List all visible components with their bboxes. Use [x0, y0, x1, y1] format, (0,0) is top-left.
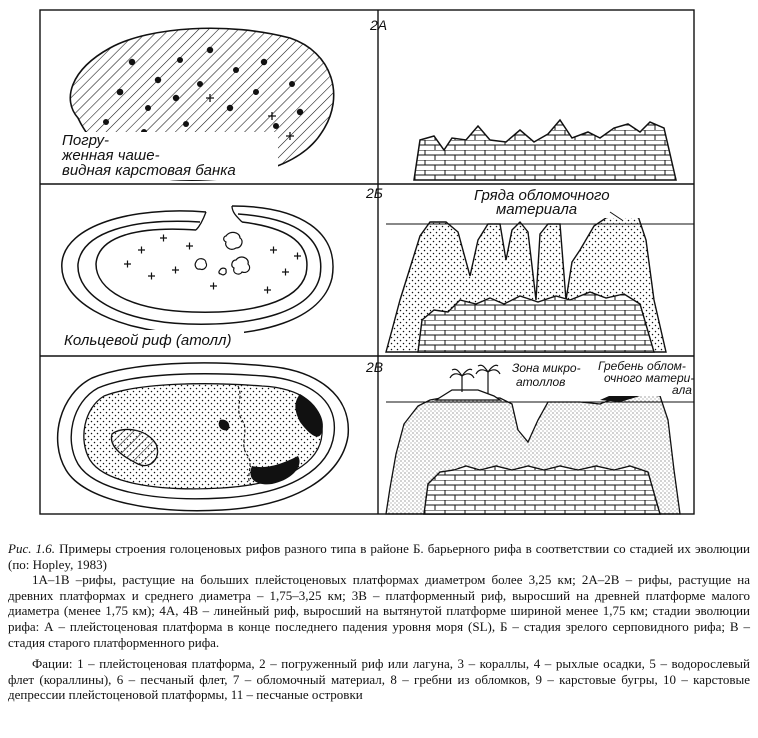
caption-facies-legend: Фации: 1 – плейстоценовая платформа, 2 – погруженный риф или лагуна, 3 – кораллы, 4 – рыхлые осадки, 5 – водорослевый флет (кораллины), 6 – песчаный флет, 7 – обломочный материал, 8 – гребни из обломков, 9 – карстовые бугры, 10 – карстовые депрессии плейстоценовой платформы, 11 – песчаные островки: [8, 656, 750, 703]
caption-title: [8, 541, 750, 572]
panel-2b-plan: [62, 206, 333, 335]
panel-2v-profile: [386, 358, 698, 514]
panel-2b-profile-annotation: Гряда обломочного материала: [474, 187, 610, 218]
panel-2a-profile: [414, 120, 676, 180]
panel-2a-annotation: Погру- женная чаше- видная карстовая банка: [62, 132, 236, 179]
panel-2v-plan: [58, 363, 349, 511]
panel-2v-crest-annotation: Гребень облом- очного матери- ала: [598, 359, 695, 397]
panel-2v-label: 2В: [366, 359, 384, 375]
figure-number: Рис. 1.6.: [8, 541, 56, 556]
panel-2a: [60, 17, 676, 180]
caption-title-text: Примеры строения голоценовых рифов разного типа в районе Б. барьерного рифа в соответствии со стадией их эволюции (по: Hopley, 1983): [8, 541, 750, 572]
panel-2b-plan-lagoon: [124, 232, 301, 293]
panel-2a-label: 2А: [370, 17, 388, 33]
panel-2b-label: 2Б: [366, 185, 383, 201]
panel-2a-plan: [60, 28, 334, 180]
figure-caption: [8, 541, 750, 703]
panel-2b-plan-annotation: Кольцевой риф (атолл): [64, 332, 232, 349]
panel-2v-zone-annotation: Зона микро- атоллов: [512, 361, 581, 389]
panel-2b-profile: [386, 186, 694, 352]
caption-legend-explanation: 1А–1В –рифы, растущие на больших плейстоценовых платформах диаметром более 3,25 км; 2А–2В – рифы, растущие на древних платформах и среднего диаметра – 1,75–3,25 км; 3В – платформенный риф, выросший на древней платформе малого диаметра (менее 1,75 км); 4А, 4В – линейный риф, выросший на вытянутой платформе шириной менее 1,75 км; стадии эволюции рифа: А – плейстоценовая платформа в конце последнего падения уровня моря (SL), Б – стадия зрелого серповидного рифа; В – стадия старого платформенного рифа.: [8, 572, 750, 650]
